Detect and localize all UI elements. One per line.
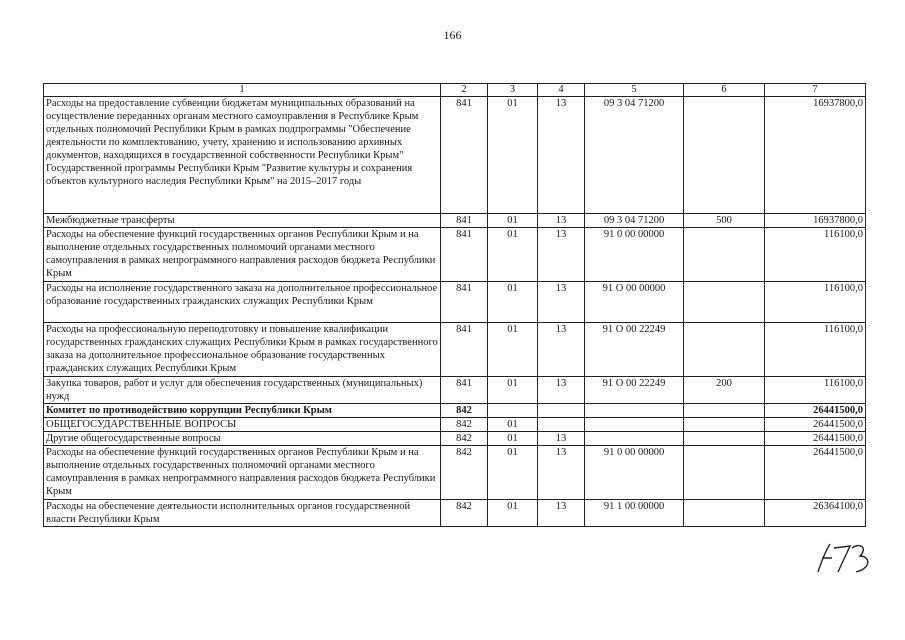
table-row [44, 404, 866, 418]
target-article-cell: 91 О 00 22249 [585, 323, 684, 377]
row-name-cell: Расходы на обеспечение деятельности исполнительных органов государственной власти Республики Крым [44, 500, 441, 527]
ministry-code-cell: 842 [441, 418, 488, 432]
amount-cell: 116100,0 [765, 377, 866, 404]
target-article-cell: 91 О 00 22249 [585, 377, 684, 404]
row-name-cell: Закупка товаров, работ и услуг для обеспечения государственных (муниципальных) нужд [44, 377, 441, 404]
expense-type-cell [684, 500, 765, 527]
amount-cell: 26441500,0 [765, 404, 866, 418]
target-article-cell [585, 432, 684, 446]
table-row [44, 214, 866, 228]
target-article-cell: 91 0 00 00000 [585, 446, 684, 500]
subsection-code-cell [538, 404, 585, 418]
ministry-code-cell: 842 [441, 446, 488, 500]
subsection-code-cell: 13 [538, 432, 585, 446]
row-name-cell: Межбюджетные трансферты [44, 214, 441, 228]
subsection-code-cell: 13 [538, 446, 585, 500]
table-body [44, 97, 866, 527]
section-code-cell [488, 404, 538, 418]
section-code-cell: 01 [488, 228, 538, 282]
subsection-code-cell: 13 [538, 228, 585, 282]
row-name-cell: Комитет по противодействию коррупции Республики Крым [44, 404, 441, 418]
subsection-code-cell: 13 [538, 214, 585, 228]
subsection-code-cell [538, 418, 585, 432]
subsection-code-cell: 13 [538, 377, 585, 404]
ministry-code-cell: 842 [441, 404, 488, 418]
amount-cell: 16937800,0 [765, 97, 866, 214]
table-row [44, 377, 866, 404]
section-code-cell: 01 [488, 418, 538, 432]
column-header: 3 [488, 84, 538, 97]
table-row [44, 418, 866, 432]
expense-type-cell [684, 432, 765, 446]
column-header: 1 [44, 84, 441, 97]
section-code-cell: 01 [488, 432, 538, 446]
row-name-cell: Расходы на профессиональную переподготовку и повышение квалификации государственных гражданских служащих Республики Крым в рамках государственного заказа на дополнительное профессиональное образование государственных гражданских служащих Республики Крым [44, 323, 441, 377]
row-name-cell: Расходы на исполнение государственного заказа на дополнительное профессиональное образование государственных гражданских служащих Республики Крым [44, 282, 441, 323]
section-code-cell: 01 [488, 377, 538, 404]
amount-cell: 26364100,0 [765, 500, 866, 527]
expense-type-cell [684, 404, 765, 418]
amount-cell: 116100,0 [765, 228, 866, 282]
table-row [44, 432, 866, 446]
header-row [44, 84, 866, 97]
expense-type-cell [684, 228, 765, 282]
column-header: 2 [441, 84, 488, 97]
table-row [44, 97, 866, 214]
table-row [44, 282, 866, 323]
target-article-cell [585, 404, 684, 418]
amount-cell: 16937800,0 [765, 214, 866, 228]
section-code-cell: 01 [488, 282, 538, 323]
amount-cell: 116100,0 [765, 282, 866, 323]
ministry-code-cell: 842 [441, 500, 488, 527]
handwritten-page-number [812, 538, 882, 578]
column-header: 6 [684, 84, 765, 97]
expense-type-cell [684, 97, 765, 214]
row-name-cell: ОБЩЕГОСУДАРСТВЕННЫЕ ВОПРОСЫ [44, 418, 441, 432]
budget-table [43, 83, 866, 527]
page-number: 166 [443, 28, 462, 42]
section-code-cell: 01 [488, 446, 538, 500]
ministry-code-cell: 841 [441, 377, 488, 404]
row-name-cell: Расходы на предоставление субвенции бюджетам муниципальных образований на осуществление переданных органам местного самоуправления в Республике Крым отдельных полномочий Республики Крым в рамках подпрограммы "Обеспечение деятельности по комплектованию, учету, хранению и использованию архивных документов, находящихся в государственной собственности Республики Крым" Государственной программы Республики Крым "Развитие культуры и сохранения объектов культурного наследия Республики Крым" на 2015–2017 годы [44, 97, 441, 214]
expense-type-cell [684, 282, 765, 323]
subsection-code-cell: 13 [538, 323, 585, 377]
target-article-cell [585, 418, 684, 432]
ministry-code-cell: 841 [441, 97, 488, 214]
ministry-code-cell: 841 [441, 282, 488, 323]
row-name-cell: Расходы на обеспечение функций государственных органов Республики Крым и на выполнение отдельных государственных полномочий органами местного самоуправления в рамках непрограммного направления расходов бюджета Республики Крым [44, 446, 441, 500]
section-code-cell: 01 [488, 323, 538, 377]
target-article-cell: 91 1 00 00000 [585, 500, 684, 527]
ministry-code-cell: 841 [441, 214, 488, 228]
section-code-cell: 01 [488, 500, 538, 527]
subsection-code-cell: 13 [538, 282, 585, 323]
target-article-cell: 09 3 04 71200 [585, 97, 684, 214]
table-row [44, 323, 866, 377]
expense-type-cell: 200 [684, 377, 765, 404]
column-header: 5 [585, 84, 684, 97]
table-row [44, 500, 866, 527]
table-row [44, 228, 866, 282]
amount-cell: 26441500,0 [765, 418, 866, 432]
expense-type-cell: 500 [684, 214, 765, 228]
amount-cell: 116100,0 [765, 323, 866, 377]
row-name-cell: Расходы на обеспечение функций государственных органов Республики Крым и на выполнение отдельных государственных полномочий органами местного самоуправления в рамках непрограммного направления расходов бюджета Республики Крым [44, 228, 441, 282]
table-row [44, 446, 866, 500]
amount-cell: 26441500,0 [765, 432, 866, 446]
ministry-code-cell: 842 [441, 432, 488, 446]
column-header: 7 [765, 84, 866, 97]
column-header: 4 [538, 84, 585, 97]
subsection-code-cell: 13 [538, 500, 585, 527]
expense-type-cell [684, 323, 765, 377]
amount-cell: 26441500,0 [765, 446, 866, 500]
ministry-code-cell: 841 [441, 323, 488, 377]
subsection-code-cell: 13 [538, 97, 585, 214]
expense-type-cell [684, 446, 765, 500]
expense-type-cell [684, 418, 765, 432]
target-article-cell: 91 О 00 00000 [585, 282, 684, 323]
target-article-cell: 09 3 04 71200 [585, 214, 684, 228]
section-code-cell: 01 [488, 97, 538, 214]
target-article-cell: 91 0 00 00000 [585, 228, 684, 282]
row-name-cell: Другие общегосударственные вопросы [44, 432, 441, 446]
section-code-cell: 01 [488, 214, 538, 228]
ministry-code-cell: 841 [441, 228, 488, 282]
